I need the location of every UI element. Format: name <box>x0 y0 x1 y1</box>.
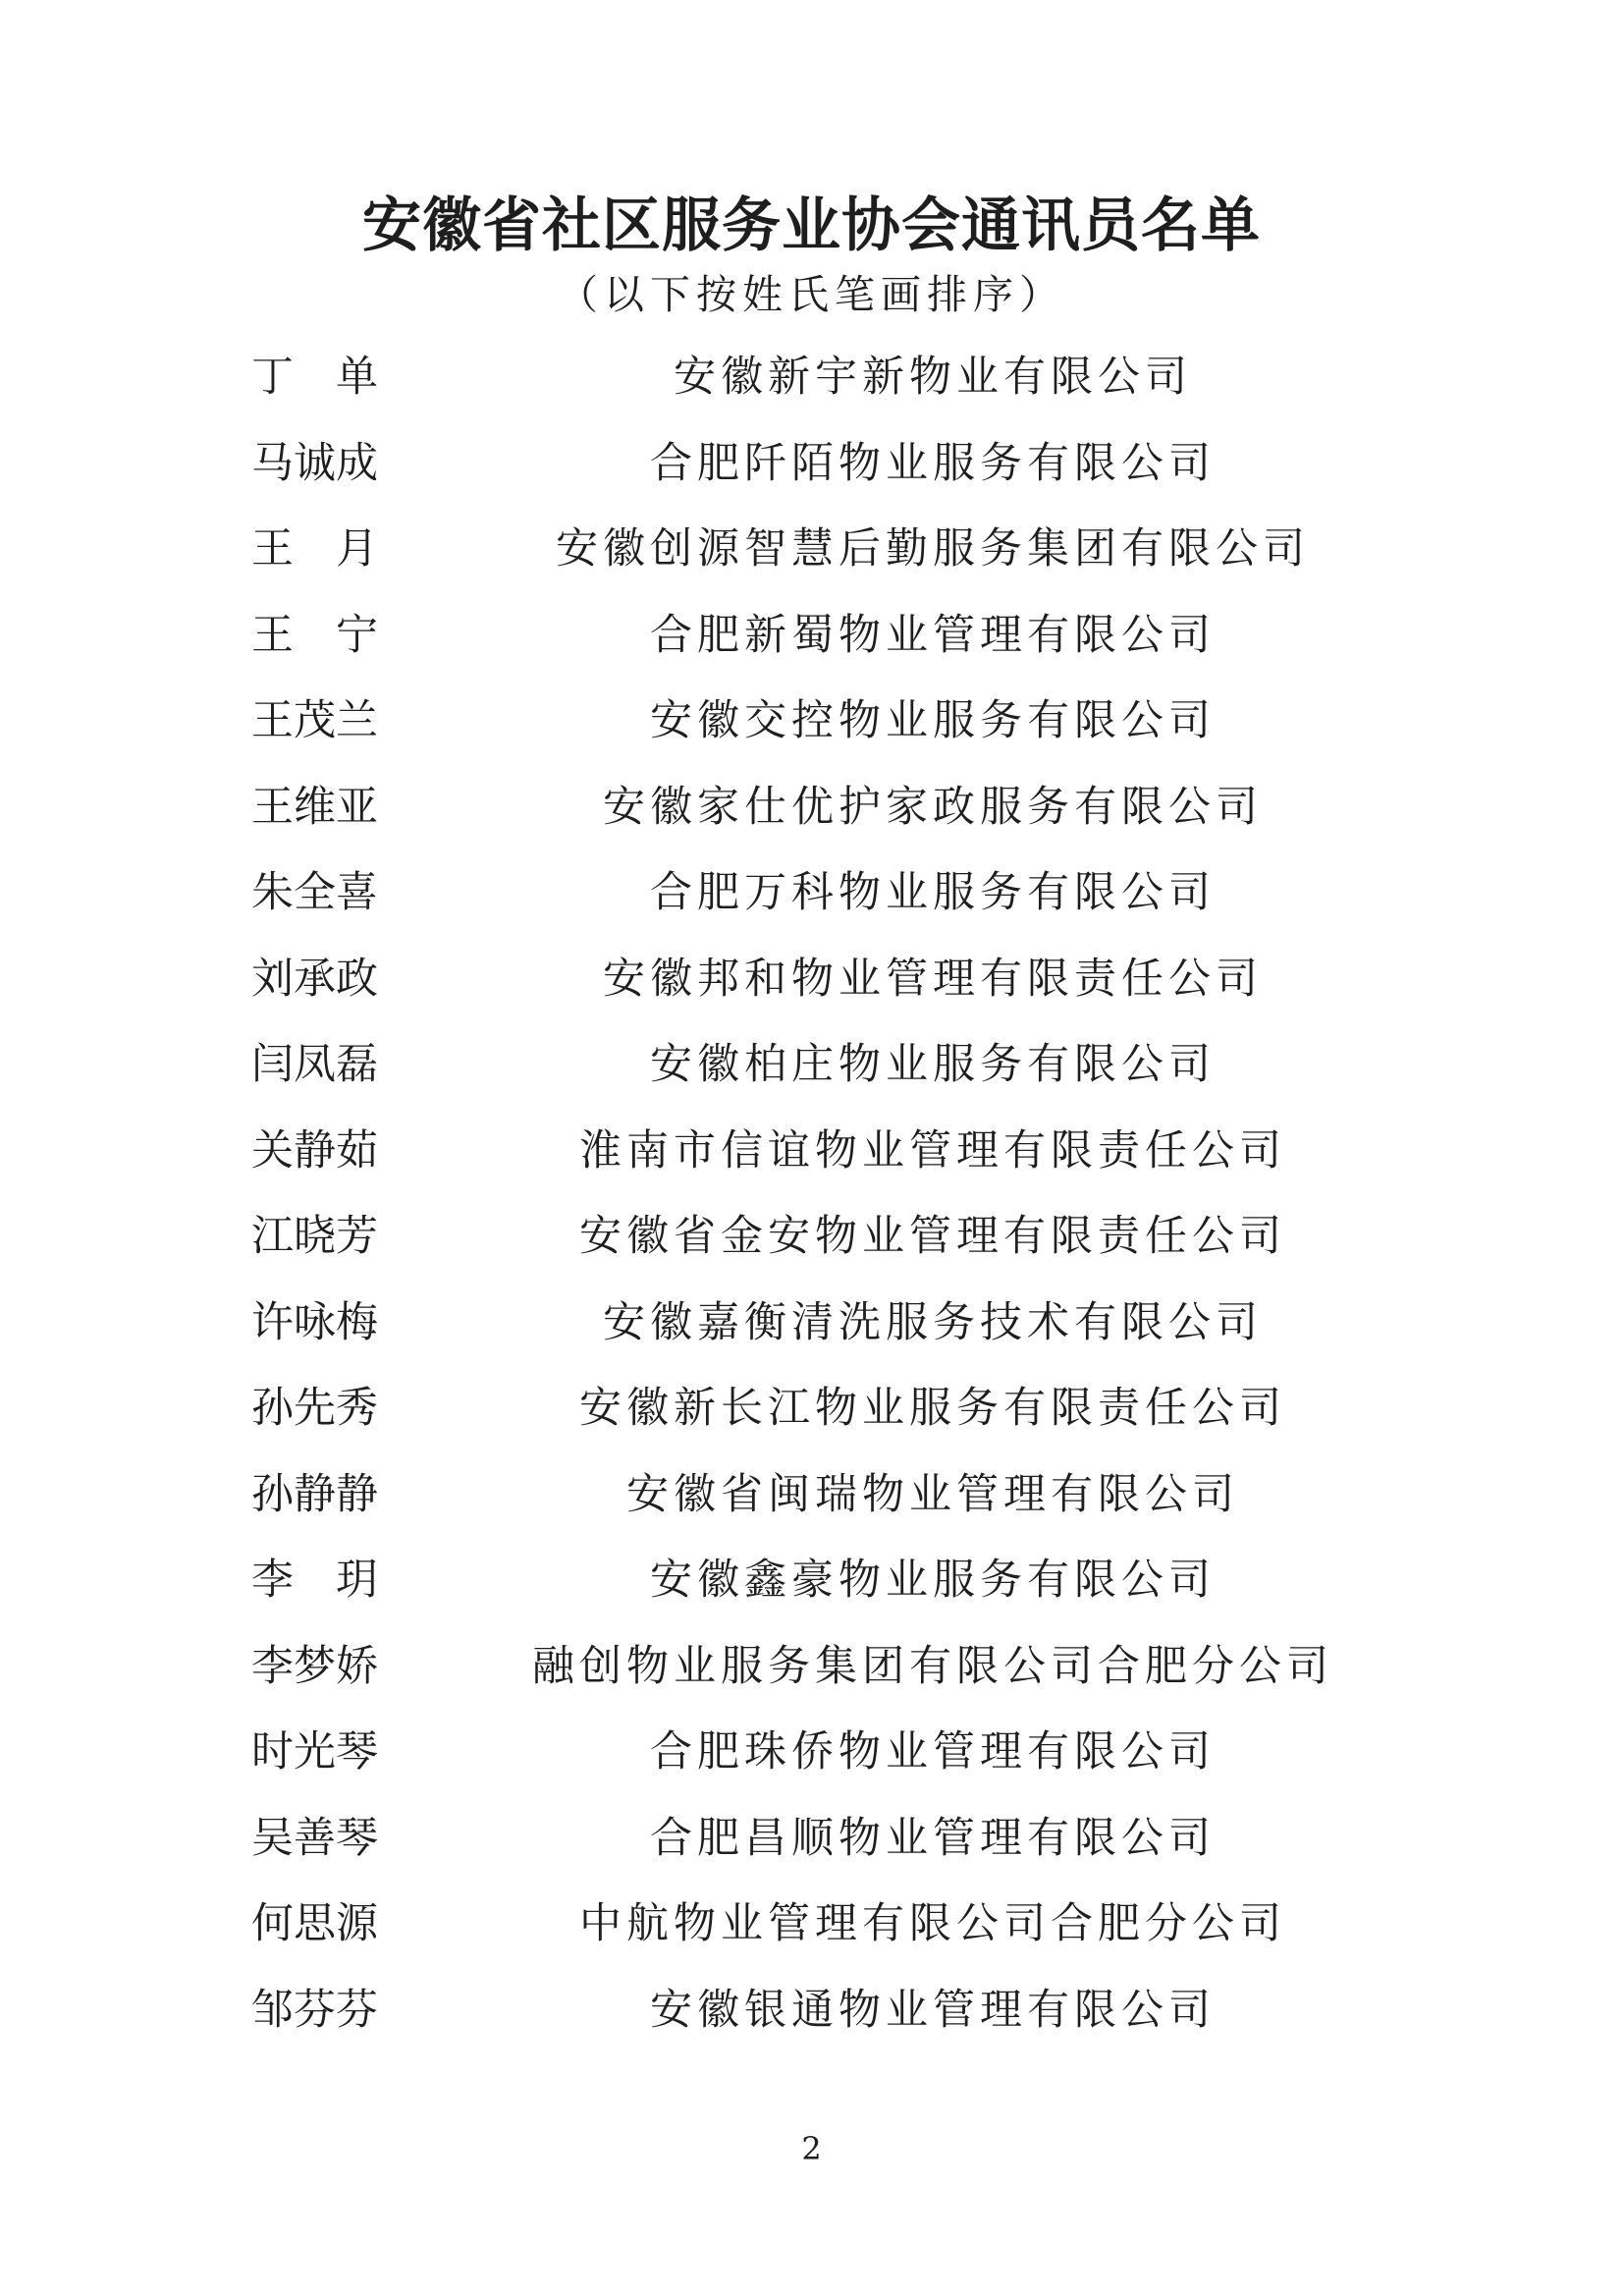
list-item <box>0 1892 1623 1979</box>
list-item <box>0 1120 1623 1206</box>
member-organization: 融创物业服务集团有限公司合肥分公司 <box>532 1641 1333 1691</box>
list-item <box>0 432 1623 519</box>
list-item <box>0 1979 1623 2065</box>
document-title <box>0 187 1623 265</box>
member-name: 何思源 <box>251 1899 378 1948</box>
member-name: 许咏梅 <box>251 1297 378 1347</box>
member-organization: 安徽邦和物业管理有限责任公司 <box>603 954 1263 1004</box>
member-name: 闫凤磊 <box>251 1040 378 1089</box>
member-organization: 安徽创源智慧后勤服务集团有限公司 <box>556 524 1310 574</box>
member-organization: 安徽家仕优护家政服务有限公司 <box>603 782 1263 832</box>
member-name: 王 月 <box>251 524 378 574</box>
member-name: 时光琴 <box>251 1727 378 1777</box>
member-organization: 安徽省闽瑞物业管理有限公司 <box>626 1469 1239 1519</box>
member-organization: 合肥万科物业服务有限公司 <box>650 868 1216 917</box>
member-organization: 安徽鑫豪物业服务有限公司 <box>650 1556 1216 1605</box>
member-organization: 合肥昌顺物业管理有限公司 <box>650 1813 1216 1863</box>
list-item <box>0 689 1623 776</box>
page-number: 2 <box>801 2130 822 2167</box>
member-name: 丁 单 <box>251 353 378 402</box>
list-item <box>0 518 1623 604</box>
member-organization: 安徽银通物业管理有限公司 <box>650 1985 1216 2035</box>
member-name: 李梦娇 <box>251 1641 378 1691</box>
document-subtitle: （以下按姓氏笔画排序） <box>558 271 1065 318</box>
list-item <box>0 1721 1623 1807</box>
list-item <box>0 948 1623 1034</box>
document-title-text: 安徽省社区服务业协会通讯员名单 <box>362 191 1261 260</box>
list-item <box>0 1033 1623 1120</box>
member-organization: 淮南市信谊物业管理有限责任公司 <box>579 1125 1286 1175</box>
member-name: 马诚成 <box>251 438 378 488</box>
member-organization: 安徽柏庄物业服务有限公司 <box>650 1040 1216 1089</box>
member-name: 王茂兰 <box>251 696 378 745</box>
list-item <box>0 1377 1623 1463</box>
member-name: 刘承政 <box>251 954 378 1004</box>
list-item <box>0 1635 1623 1722</box>
member-organization: 安徽省金安物业管理有限责任公司 <box>579 1212 1286 1261</box>
member-name: 江晓芳 <box>251 1212 378 1261</box>
list-item <box>0 1205 1623 1291</box>
member-organization: 安徽新长江物业服务有限责任公司 <box>579 1384 1286 1433</box>
member-name: 王维亚 <box>251 782 378 832</box>
member-name: 孙静静 <box>251 1469 378 1519</box>
list-item <box>0 604 1623 690</box>
list-item <box>0 1291 1623 1378</box>
member-name: 孙先秀 <box>251 1384 378 1433</box>
list-item <box>0 1549 1623 1635</box>
member-organization: 安徽嘉衡清洗服务技术有限公司 <box>603 1297 1263 1347</box>
member-name: 关静茹 <box>251 1125 378 1175</box>
list-item <box>0 1807 1623 1893</box>
member-organization: 合肥新蜀物业管理有限公司 <box>650 610 1216 660</box>
member-organization: 中航物业管理有限公司合肥分公司 <box>579 1899 1286 1948</box>
member-list <box>0 346 1623 2064</box>
list-item <box>0 346 1623 432</box>
member-organization: 安徽新宇新物业有限公司 <box>674 353 1192 402</box>
member-name: 邹芬芬 <box>251 1985 378 2035</box>
member-organization: 安徽交控物业服务有限公司 <box>650 696 1216 745</box>
member-name: 王 宁 <box>251 610 378 660</box>
list-item <box>0 776 1623 862</box>
member-organization: 合肥阡陌物业服务有限公司 <box>650 438 1216 488</box>
member-name: 李 玥 <box>251 1556 378 1605</box>
member-name: 朱全喜 <box>251 868 378 917</box>
member-name: 吴善琴 <box>251 1813 378 1863</box>
list-item <box>0 1463 1623 1550</box>
list-item <box>0 861 1623 948</box>
member-organization: 合肥珠侨物业管理有限公司 <box>650 1727 1216 1777</box>
